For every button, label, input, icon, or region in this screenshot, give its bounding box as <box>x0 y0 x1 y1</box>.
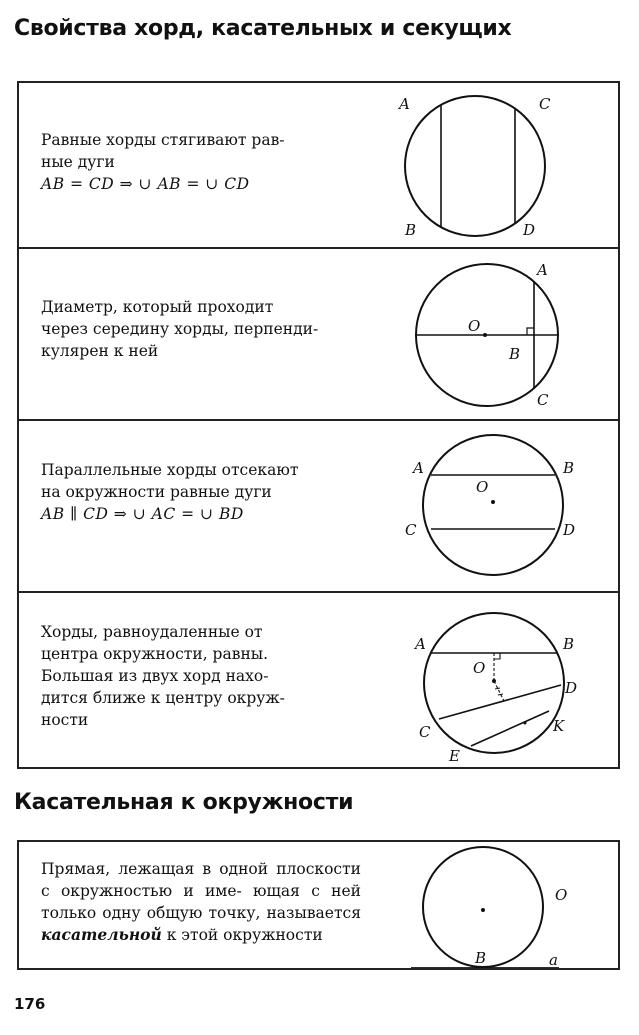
label-a: A <box>415 635 426 653</box>
text-line: Большая из двух хорд нахо- <box>41 667 269 685</box>
label-a: a <box>549 951 558 968</box>
label-b: B <box>475 949 487 967</box>
label-b: B <box>405 221 417 239</box>
formula: AB = CD ⇒ ∪ AB = ∪ CD <box>41 175 250 193</box>
formula: AB ∥ CD ⇒ ∪ AC = ∪ BD <box>41 505 244 523</box>
center-point <box>492 679 496 683</box>
right-angle-mark <box>527 328 534 335</box>
text-line: Хорды, равноудаленные от <box>41 623 263 641</box>
text-line: Диаметр, который проходит <box>41 298 274 316</box>
text-line: ности <box>41 711 89 729</box>
right-angle-mark <box>494 653 500 659</box>
diameter-figure <box>379 247 619 419</box>
center-point <box>483 333 487 337</box>
row-parallel-chords <box>19 419 618 593</box>
center-point <box>491 500 495 504</box>
row-equal-chords <box>19 83 618 249</box>
text-line: через середину хорды, перпенди- <box>41 320 319 338</box>
label-k: K <box>553 717 565 735</box>
label-o: O <box>555 886 568 904</box>
tangent-text-after: к этой окружности <box>161 926 323 944</box>
label-b: B <box>509 345 521 363</box>
text-line: центра окружности, равны. <box>41 645 269 663</box>
section-title-chords: Свойства хорд, касательных и секущих <box>14 16 512 41</box>
text-line: кулярен к ней <box>41 342 159 360</box>
tangent-term: касательной <box>41 925 162 944</box>
label-d: D <box>565 679 578 697</box>
equidistant-chords-figure <box>379 591 619 767</box>
circle <box>423 435 563 575</box>
label-o: O <box>473 659 486 677</box>
row-diameter-perpendicular <box>19 247 618 421</box>
row-equidistant-chords <box>19 591 618 767</box>
label-a: A <box>399 95 410 113</box>
text-line: ные дуги <box>41 153 115 171</box>
dot-mark <box>524 722 527 725</box>
label-b: B <box>563 459 575 477</box>
chord-properties-table <box>17 81 620 769</box>
text-line: Равные хорды стягивают рав- <box>41 131 285 149</box>
label-e: E <box>449 747 460 765</box>
text-line: на окружности равные дуги <box>41 483 272 501</box>
tangent-table <box>17 840 620 970</box>
label-c: C <box>537 391 549 409</box>
label-d: D <box>563 521 576 539</box>
label-c: C <box>419 723 431 741</box>
equal-chords-figure <box>379 83 619 247</box>
distance-to-cd <box>494 681 504 701</box>
row-text <box>41 621 351 731</box>
section-title-tangent: Касательная к окружности <box>14 790 354 815</box>
label-c: C <box>539 95 551 113</box>
tick-mark <box>498 694 503 695</box>
row-text <box>41 296 351 362</box>
parallel-chords-figure <box>379 419 619 591</box>
tick-mark <box>495 688 500 689</box>
label-b: B <box>563 635 575 653</box>
circle <box>405 96 545 236</box>
row-text <box>41 459 351 525</box>
tangent-figure <box>379 842 619 968</box>
text-line: Параллельные хорды отсекают <box>41 461 299 479</box>
label-o: O <box>476 478 489 496</box>
label-c: C <box>405 521 417 539</box>
chord-ek <box>471 711 549 746</box>
label-d: D <box>523 221 536 239</box>
text-line: дится ближе к центру окруж- <box>41 689 285 707</box>
label-o: O <box>468 317 481 335</box>
label-a: A <box>537 261 548 279</box>
tangent-text <box>41 858 361 946</box>
page-number: 176 <box>14 995 46 1013</box>
label-a: A <box>413 459 424 477</box>
tangent-text-before: Прямая, лежащая в одной плоскости с окружностью и име- ющая с ней только одну общую точку, называется <box>41 860 361 922</box>
center-point <box>481 908 485 912</box>
row-text <box>41 129 351 195</box>
